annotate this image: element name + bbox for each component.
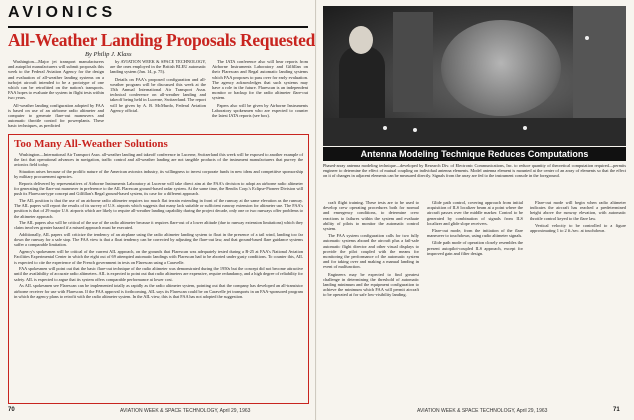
paragraph: The FAA system configuration calls for two fully automatic systems aboard the aircraft plus a fail-safe automatic flight director and other visual displays to provide the pilot coupled with the means for monitoring the performance of the automatic system and for taking over and making a manual landing in event of malfunction. bbox=[323, 233, 419, 270]
byline: By Philip J. Klass bbox=[85, 51, 132, 58]
box-paragraph: Agency's spokesmen will be critical of the current AIL approach, on the grounds that Flarescan was adequately tested during a B-25 at FAA's National Aviation Facilities Experimental Center in which the eight out of 69 attempted automatic landings with Flarescan had to be aborted under gusty conditions. To counter this, AIL is expected to cite the experience of the French government in tests on Flarescan using a Caravelle. bbox=[14, 249, 303, 265]
box-paragraph: Washington—International Air Transport Assn. all-weather landing and takeoff conference in Lucerne, Switzerland this week will be exposed to another example of the fact that operational advances in navigation, traffic control and all-weather landing are not tangible products of the instrument manufacturers that purvey the avionics field today. bbox=[14, 152, 303, 168]
box-paragraph: Additionally, AIL papers will criticize the tendency of an airplane using the radio altimeter landing system to float in the presence of a tail wind, landing too far down the runway for a safe stop. The FAA view is that a float tendency can be corrected by adjusting the flare-out law, and that ground-based flare guidance systems suffer a comparable limitation. bbox=[14, 232, 303, 248]
photo-caption-title: Antenna Modeling Technique Reduces Computations bbox=[323, 147, 626, 161]
box-paragraph: FAA spokesmen will point out that the basic flare-out technique of the radio altimeter was demonstrated during the 1950s but the concept did not become attractive until the availability of accurate radio altimeters. AIL is expected to point out that radio altimeters are expensive, require redundancy, and a high degree of reliability for safety. AIL is expected to argue that its system offers comparable performance at lower cost. bbox=[14, 266, 303, 282]
page-number: 70 bbox=[8, 407, 15, 413]
console-light bbox=[413, 128, 417, 132]
paragraph: Vertical velocity to be controlled to a figure approximating 1 to 2 ft./sec. at touchdown. bbox=[530, 222, 626, 234]
section-rule bbox=[8, 26, 308, 28]
paragraph: by AVIATION WEEK & SPACE TECHNOLOGY, are the ones employed in the British BLEU automatic landing system (Jan. 14, p. 75). bbox=[110, 59, 206, 75]
box-paragraph: The AIL position is that the use of an airborne radio altimeter requires too much flat terrain extending in front of the runway at the same elevation as the runway. The AIL papers will report the results of its survey of U.S. airports which suggests that many lack suitable or sufficient runway extension for altimeter use. The FAA's position is that of 29 major U.S. airports which are likely to require all-weather landing capability during the project decade, only one or two runways offer problems to the altimeter approach. bbox=[14, 198, 303, 219]
instrument-console bbox=[323, 118, 626, 146]
console-light bbox=[523, 126, 527, 130]
paragraph: Flare-out mode, from the initiation of the flare maneuver to touchdown, using radio altimeter signals. bbox=[427, 228, 523, 239]
paragraph: All-weather landing configuration adopted by FAA is based on use of an airborne radio altimeter and computer to generate flare-out maneuvers and automatic throttle control for powerplants. These basic techniques, as predicted bbox=[8, 102, 104, 129]
article-column-right-1 bbox=[323, 200, 419, 404]
article-column-right-3 bbox=[530, 200, 626, 404]
paragraph: Papers also will be given by Airborne Instruments Laboratory spokesmen who are expected to counter the latest IATA reports (see box). bbox=[212, 102, 308, 119]
sidebar-box-title: Too Many All-Weather Solutions bbox=[14, 138, 168, 150]
article-column-2 bbox=[110, 59, 206, 133]
article-column-right-2 bbox=[427, 200, 523, 404]
paragraph: craft flight training. These tests are to be used to develop crew operating procedures both for normal and emergency conditions, to determine crew reactions to failures within the system and evaluate ability of pilots to monitor the automatic control system. bbox=[323, 200, 419, 232]
sidebar-box-body bbox=[14, 152, 303, 299]
article-column-3 bbox=[212, 59, 308, 133]
lab-wall-panel bbox=[393, 12, 433, 112]
antenna-lab-photo bbox=[323, 6, 626, 146]
engineer-figure bbox=[339, 46, 385, 126]
photo-caption: Phased-array antenna modeling technique—developed by Research Div. of Electronic Communications, Inc. to reduce quantity of theoretical computation required—permits engineer to determine the effect of mutual coupling on individual antenna elements. Model antenna element is mounted at the center of an array of elements so that the effect on it of changes in adjacent elements can be measured directly. Signals from the array are fed to the instrument console in the foreground. bbox=[323, 163, 626, 179]
paragraph: Flare-out mode will begin when radio altimeter indicates the aircraft has reached a predetermined height above the runway elevation, with automatic throttle control keyed to the flare law. bbox=[530, 200, 626, 221]
left-page bbox=[0, 0, 316, 420]
paragraph: Engineers may be expected to find greatest challenge in determining the threshold of automatic landing minimum and the equipment configuration to achieve the minimum which FAA will permit aircraft to be operated at for safe low-visibility landing. bbox=[323, 271, 419, 298]
equipment-rack bbox=[573, 6, 626, 118]
box-paragraph: As AIL spokesmen see Flarescan can be implemented totally as rapidly as the radio altimeter system, pointing out that the company has developed an all-transistor airborne receiver for use with Flarescan. If the FAA approval is forthcoming, AIL says its Flarescan could be on Caravelle jet transports in an FAA-sponsored program in which the agency plans to retrofit with the radio altimeter system. In the AIL view, this is that FAA has not adopted the suggestion. bbox=[14, 283, 303, 299]
article-column-1 bbox=[8, 59, 104, 133]
paragraph: Washington—Major jet transport manufacturers and autopilot manufacturers will submit proposals this week to the Federal Aviation Agency for the design and evaluation of all-weather landing systems on a turbojet aircraft intended to be a prototype of one which can be retrofitted on the nation's transports. FAA hopes to evaluate the system in flight tests within two years. bbox=[8, 59, 104, 101]
rack-light bbox=[585, 36, 589, 40]
paragraph: Glide path mode of operation closely resembles the present autopilot-coupled ILS approach, except for improved gain and filter design. bbox=[427, 240, 523, 256]
engineer-head bbox=[349, 26, 373, 54]
paragraph: Glide path control, covering approach from initial acquisition of ILS localizer beam at a point where the aircraft passes over the middle marker. Control to be generated by combination of signals from ILS localizer and glide slope receivers. bbox=[427, 200, 523, 226]
sidebar-box bbox=[8, 134, 309, 404]
box-paragraph: Situation arises because of the prolific nature of the American avionics industry, its willingness to invest corporate funds in new ideas and competitive sponsorship by military procurement agencies. bbox=[14, 169, 303, 180]
section-heading: AVIONICS bbox=[8, 4, 117, 21]
page-number: 71 bbox=[613, 407, 620, 413]
article-headline: All-Weather Landing Proposals Requested bbox=[8, 30, 316, 50]
page-footer: AVIATION WEEK & SPACE TECHNOLOGY, April 29, 1963 bbox=[417, 408, 548, 414]
antenna-array-model bbox=[441, 20, 561, 116]
page-footer: AVIATION WEEK & SPACE TECHNOLOGY, April 29, 1963 bbox=[120, 408, 251, 414]
box-paragraph: Reports delivered by representatives of Airborne Instruments Laboratory at Lucerne will take direct aim at the FAA's decision to adopt an airborne radio altimeter for generating the flare-out maneuver in preference to the AIL Flarescan ground-based radar system. At the same time, the Bendix Corp.'s Eclipse-Pioneer Division will push its Flarescan-type concept and Gilfillan's Regal ground-based system, its case for a different approach. bbox=[14, 180, 303, 197]
console-light bbox=[383, 126, 387, 130]
paragraph: Details on FAA's proposed configuration and all-weather program will be discussed this week at the 15th Annual International Air Transport Assn. technical conference on all-weather landing and takeoff being held in Lucerne, Switzerland. The report will be given by A. B. McMurdo, Federal Aviation Agency official. bbox=[110, 76, 206, 113]
box-paragraph: The AIL papers also will be critical of the use of the radio altimeter because it requires flare-out of a lower altitude (due to runway extension limitations) which they claim involves greater hazard if a missed approach must be executed. bbox=[14, 220, 303, 231]
paragraph: The IATA conference also will hear reports from Airborne Instruments Laboratory and Gilfillan on their Flarescan and Regal automatic landing systems which FAA proposes to pass over for early evaluation. The agency acknowledges that such systems may have a role in the future. Flarescan is an independent monitor or backup for the radio altimeter flare-out system. bbox=[212, 59, 308, 101]
right-page bbox=[317, 0, 634, 420]
